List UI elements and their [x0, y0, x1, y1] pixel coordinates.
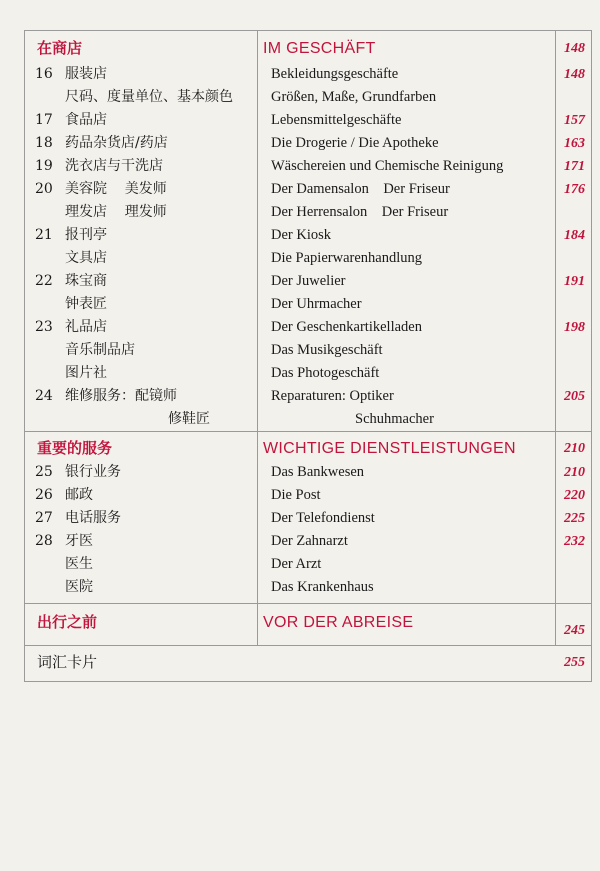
list-item[interactable] — [25, 224, 591, 247]
chapter-title-de: Lebensmittelgeschäfte — [271, 112, 402, 128]
chapter-title-zh: 修鞋匠 — [168, 411, 210, 427]
list-item[interactable] — [25, 201, 591, 224]
page-number: 191 — [564, 274, 585, 289]
list-item[interactable] — [25, 109, 591, 132]
chapter-number: 21 — [35, 227, 53, 243]
section-title-zh: 重要的服务 — [37, 439, 113, 457]
page-number: 163 — [564, 136, 585, 151]
chapter-title-de: Der Damensalon Der Friseur — [271, 181, 450, 197]
chapter-title-de: Der Zahnarzt — [271, 533, 348, 549]
chapter-number: 19 — [35, 158, 53, 174]
chapter-title-zh: 服装店 — [65, 66, 107, 82]
chapter-title-de: Die Drogerie / Die Apotheke — [271, 135, 439, 151]
chapter-title-zh: 钟表匠 — [65, 296, 107, 312]
list-item[interactable] — [25, 530, 591, 553]
chapter-number: 28 — [35, 533, 53, 549]
page-number: 210 — [564, 441, 585, 456]
chapter-title-de: Das Musikgeschäft — [271, 342, 383, 358]
section-title-de: VOR DER ABREISE — [263, 614, 414, 631]
chapter-title-zh: 尺码、度量单位、基本颜色 — [65, 89, 233, 105]
list-item[interactable] — [25, 178, 591, 201]
page-number: 148 — [564, 41, 585, 56]
list-item[interactable] — [25, 247, 591, 270]
chapter-title-de: Reparaturen: Optiker — [271, 388, 394, 404]
section-title-de: IM GESCHÄFT — [263, 40, 376, 57]
page-number: 171 — [564, 159, 585, 174]
chapter-number: 25 — [35, 464, 53, 480]
list-item[interactable] — [25, 132, 591, 155]
chapter-title-de: Die Papierwarenhandlung — [271, 250, 422, 266]
chapter-title-zh: 美容院 美发师 — [65, 181, 167, 197]
table-of-contents — [24, 30, 592, 682]
chapter-number: 23 — [35, 319, 53, 335]
section-title-de: WICHTIGE DIENSTLEISTUNGEN — [263, 440, 516, 457]
page-number: 184 — [564, 228, 585, 243]
chapter-title-de: Der Herrensalon Der Friseur — [271, 204, 449, 220]
page-number: 220 — [564, 488, 585, 503]
chapter-number: 26 — [35, 487, 53, 503]
list-item[interactable] — [25, 155, 591, 178]
chapter-title-zh: 医院 — [65, 579, 93, 595]
list-item[interactable] — [25, 576, 591, 599]
chapter-title-de: Der Arzt — [271, 556, 322, 572]
list-item[interactable] — [25, 270, 591, 293]
chapter-title-de: Der Geschenkartikelladen — [271, 319, 422, 335]
list-item[interactable] — [25, 553, 591, 576]
chapter-title-de: Der Uhrmacher — [271, 296, 362, 312]
chapter-title-zh: 医生 — [65, 556, 93, 572]
page-number: 225 — [564, 511, 585, 526]
section-divider — [25, 645, 591, 646]
chapter-title-zh: 图片社 — [65, 365, 107, 381]
chapter-title-de: Der Telefondienst — [271, 510, 375, 526]
list-item[interactable] — [25, 408, 591, 431]
section-header-services[interactable] — [25, 437, 591, 460]
list-item[interactable] — [25, 316, 591, 339]
vocab-cards-row[interactable] — [25, 651, 591, 674]
chapter-number: 27 — [35, 510, 53, 526]
chapter-title-de: Das Bankwesen — [271, 464, 365, 480]
page-number: 255 — [564, 655, 585, 670]
chapter-title-de: Das Photogeschäft — [271, 365, 380, 381]
list-item[interactable] — [25, 339, 591, 362]
chapter-number: 24 — [35, 388, 53, 404]
chapter-title-zh: 食品店 — [65, 112, 107, 128]
chapter-number: 20 — [35, 181, 53, 197]
page-number: 245 — [564, 623, 585, 638]
chapter-title-zh: 礼品店 — [65, 319, 107, 335]
page-number: 205 — [564, 389, 585, 404]
page-number: 232 — [564, 534, 585, 549]
list-item[interactable] — [25, 484, 591, 507]
list-item[interactable] — [25, 507, 591, 530]
page-number: 210 — [564, 465, 585, 480]
chapter-title-zh: 珠宝商 — [65, 273, 107, 289]
list-item[interactable] — [25, 461, 591, 484]
page-number: 176 — [564, 182, 585, 197]
list-item[interactable] — [25, 362, 591, 385]
chapter-title-zh: 洗衣店与干洗店 — [65, 158, 163, 174]
list-item[interactable] — [25, 63, 591, 86]
section-divider — [25, 603, 591, 604]
list-item[interactable] — [25, 293, 591, 316]
section-title-zh: 在商店 — [37, 39, 83, 57]
list-item[interactable] — [25, 86, 591, 109]
list-item[interactable] — [25, 385, 591, 408]
section-divider — [25, 431, 591, 432]
chapter-number: 17 — [35, 112, 53, 128]
section-header-shopping[interactable] — [25, 37, 591, 60]
page-number: 148 — [564, 67, 585, 82]
chapter-title-de: Größen, Maße, Grundfarben — [271, 89, 437, 105]
page-number: 157 — [564, 113, 585, 128]
chapter-title-zh: 理发店 理发师 — [65, 204, 167, 220]
chapter-title-zh: 文具店 — [65, 250, 107, 266]
section-title-zh: 出行之前 — [37, 613, 98, 631]
chapter-title-de: Das Krankenhaus — [271, 579, 374, 595]
vocab-cards-title: 词汇卡片 — [37, 653, 98, 671]
chapter-title-zh: 银行业务 — [65, 464, 121, 480]
section-header-before-departure[interactable] — [25, 611, 591, 638]
chapter-number: 22 — [35, 273, 53, 289]
chapter-title-de: Der Kiosk — [271, 227, 332, 243]
chapter-title-zh: 牙医 — [65, 533, 93, 549]
chapter-title-de: Die Post — [271, 487, 321, 503]
chapter-title-de: Schuhmacher — [355, 411, 434, 427]
chapter-title-de: Wäschereien und Chemische Reinigung — [271, 158, 504, 174]
chapter-number: 18 — [35, 135, 53, 151]
chapter-title-zh: 邮政 — [65, 487, 93, 503]
chapter-title-de: Bekleidungsgeschäfte — [271, 66, 399, 82]
page-number: 198 — [564, 320, 585, 335]
chapter-title-zh: 电话服务 — [65, 510, 121, 526]
chapter-title-de: Der Juwelier — [271, 273, 346, 289]
chapter-title-zh: 报刊亭 — [65, 227, 107, 243]
page-footer-blank — [24, 682, 592, 862]
chapter-title-zh: 音乐制品店 — [65, 342, 135, 358]
chapter-title-zh: 维修服务：配镜师 — [65, 388, 177, 404]
chapter-title-zh: 药品杂货店/药店 — [65, 135, 168, 151]
chapter-number: 16 — [35, 66, 53, 82]
